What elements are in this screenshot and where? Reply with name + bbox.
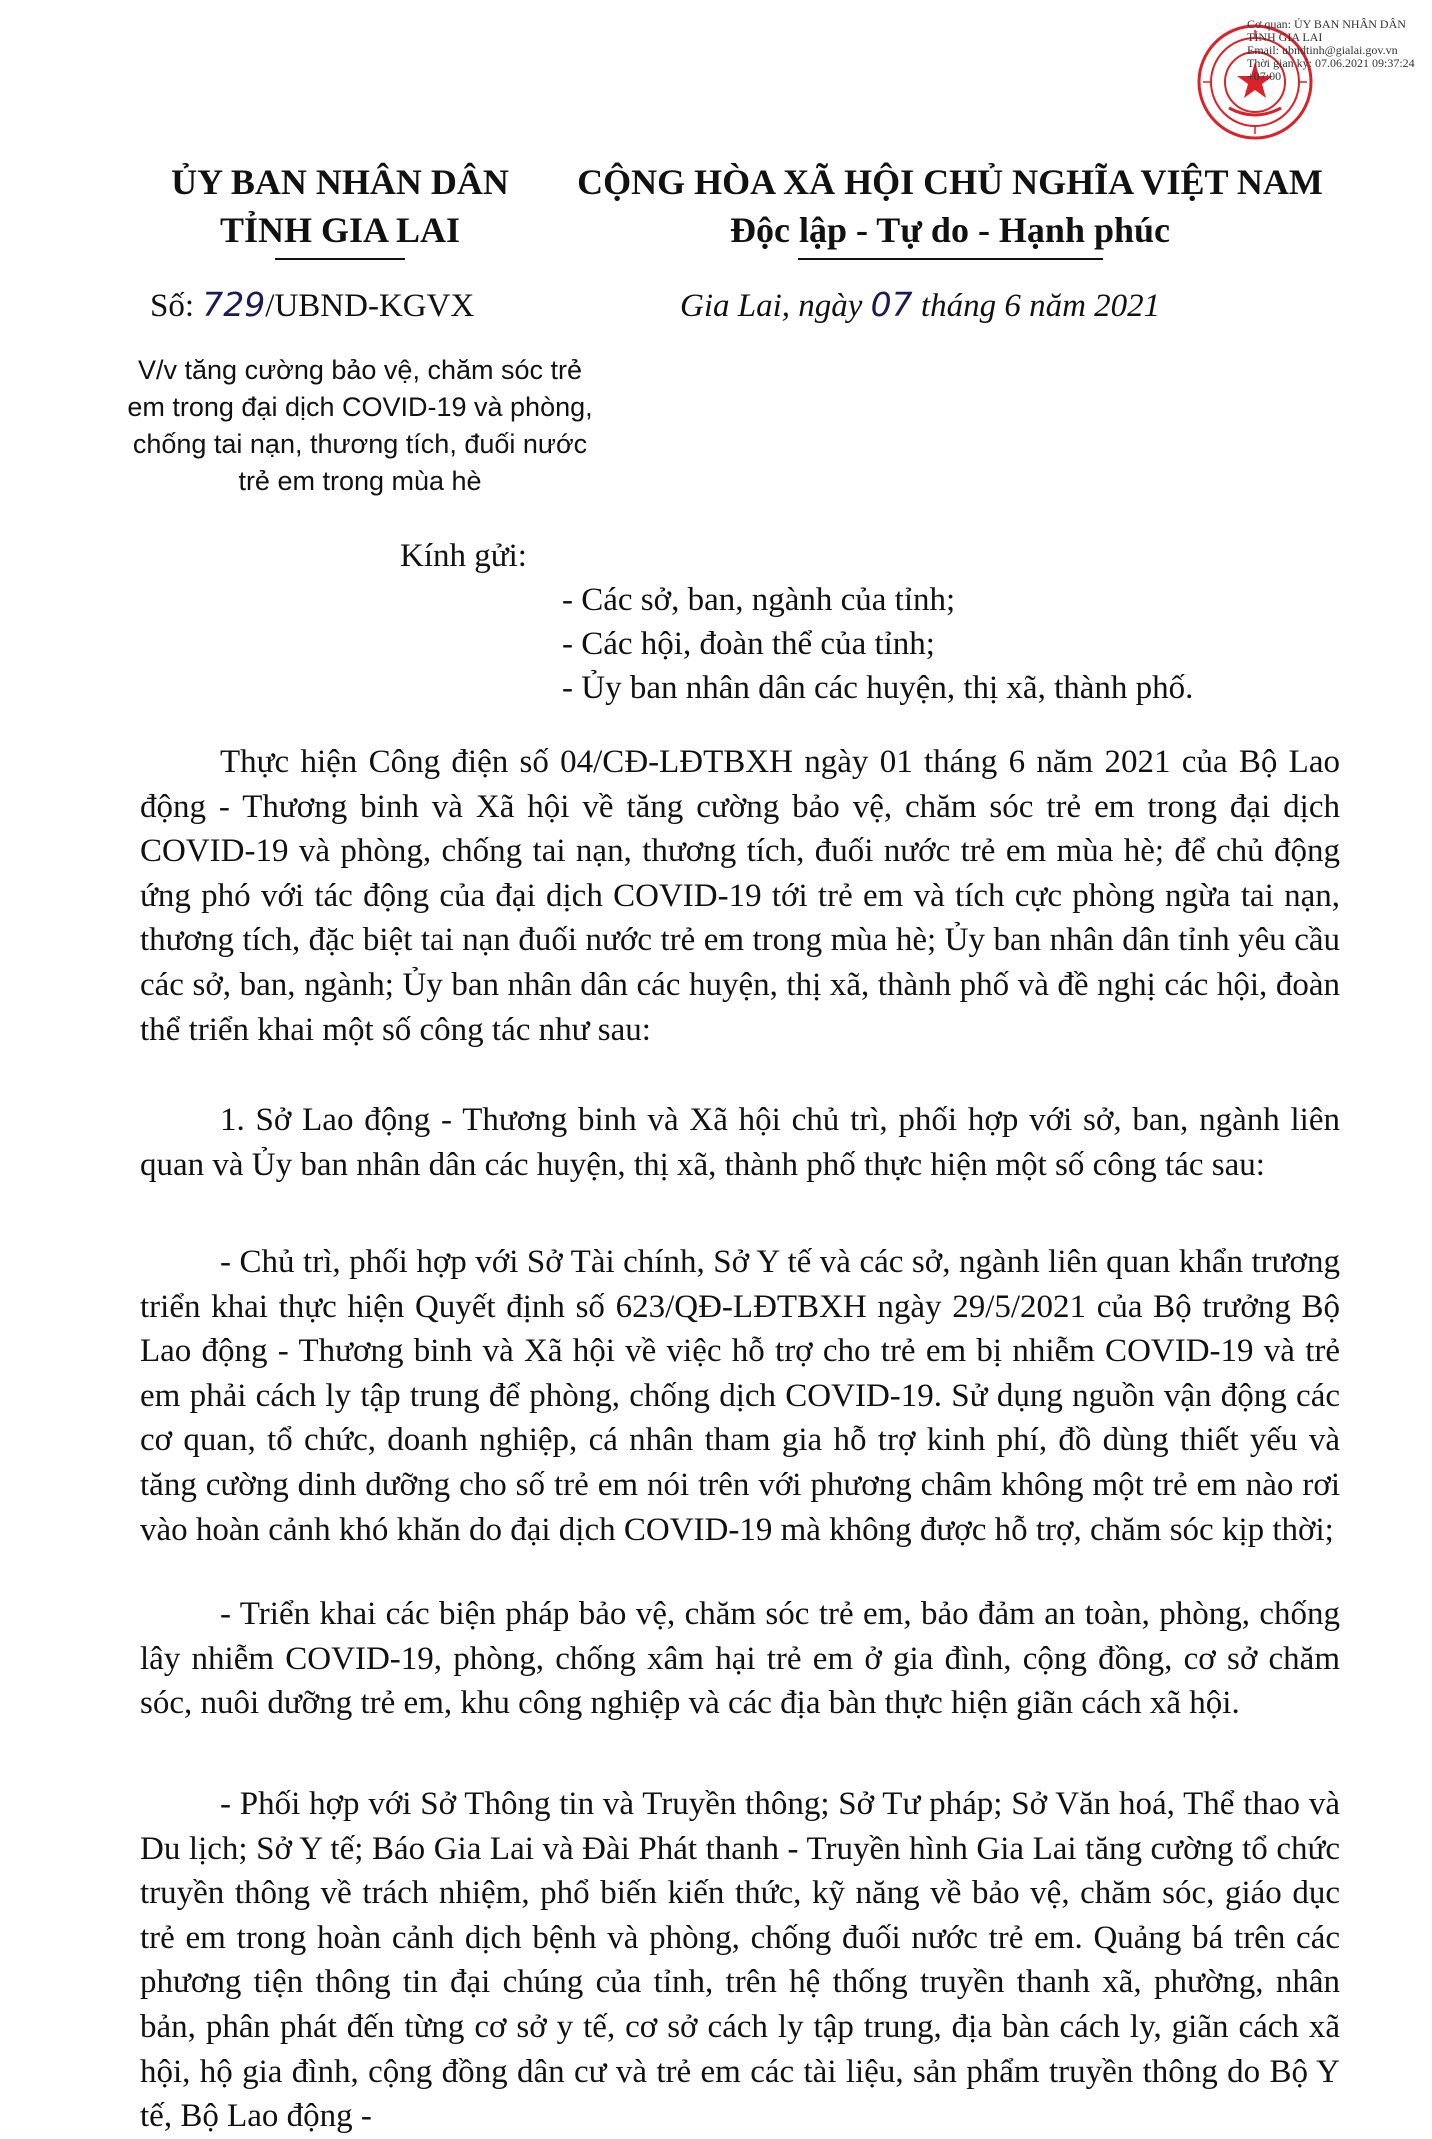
issuing-org — [150, 158, 530, 254]
body-paragraph-1 — [140, 740, 1340, 1052]
org-line2: TỈNH GIA LAI — [219, 210, 461, 250]
paragraph-text: - Triển khai các biện pháp bảo vệ, chăm sóc trẻ em, bảo đảm an toàn, phòng, chống lây nhiễm COVID-19, phòng, chống xâm hại trẻ em ở gia đình, cộng đồng, cơ sở chăm sóc, nuôi dưỡng trẻ em, khu công nghiệp và các địa bàn thực hiện giãn cách xã hội. — [140, 1596, 1340, 1722]
ref-prefix: Số: — [150, 288, 203, 324]
recipient-item: - Các sở, ban, ngành của tỉnh; — [562, 582, 956, 618]
nation-line1: CỘNG HÒA XÃ HỘI CHỦ NGHĨA VIỆT NAM — [577, 162, 1323, 202]
ref-suffix: /UBND-KGVX — [265, 288, 475, 324]
body-paragraph-3 — [140, 1240, 1340, 1552]
body-paragraph-4 — [140, 1592, 1340, 1726]
org-underline — [275, 258, 405, 260]
signature-email: Email: ubndtinh@gialai.gov.vn — [1247, 43, 1398, 57]
recipients-label: Kính gửi: — [400, 538, 527, 574]
signature-time: Thời gian ký: 07.06.2021 09:37:24 +07:00 — [1247, 56, 1415, 83]
paragraph-text: 1. Sở Lao động - Thương binh và Xã hội chủ trì, phối hợp với sở, ban, ngành liên quan và Ủy ban nhân dân các huyện, thị xã, thành phố thực hiện một số công tác sau: — [140, 1102, 1340, 1183]
signature-agency: Cơ quan: ỦY BAN NHÂN DÂN TỈNH GIA LAI — [1247, 17, 1406, 44]
digital-signature-info — [1247, 18, 1422, 83]
paragraph-text: - Chủ trì, phối hợp với Sở Tài chính, Sở Y tế và các sở, ngành liên quan khẩn trương triển khai thực hiện Quyết định số 623/QĐ-LĐTBXH ngày 29/5/2021 của Bộ trưởng Bộ Lao động - Thương binh và Xã hội về việc hỗ trợ cho trẻ em bị nhiễm COVID-19 và trẻ em phải cách ly tập trung để phòng, chống dịch COVID-19. Sử dụng nguồn vận động các cơ quan, tổ chức, doanh nghiệp, cá nhân tham gia hỗ trợ kinh phí, đồ dùng thiết yếu và tăng cường dinh dưỡng cho số trẻ em nói trên với phương châm không một trẻ em nào rơi vào hoàn cảnh khó khăn do đại dịch COVID-19 mà không được hỗ trợ, chăm sóc kịp thời; — [140, 1244, 1340, 1548]
ref-handwritten: 729 — [202, 285, 266, 324]
body-paragraph-5 — [140, 1782, 1340, 2139]
org-line1: ỦY BAN NHÂN DÂN — [171, 162, 509, 202]
paragraph-text: - Phối hợp với Sở Thông tin và Truyền thông; Sở Tư pháp; Sở Văn hoá, Thể thao và Du lịch; Sở Y tế; Báo Gia Lai và Đài Phát thanh - Truyền hình Gia Lai tăng cường tổ chức truyền thông về trách nhiệm, phổ biến kiến thức, kỹ năng về bảo vệ, chăm sóc, giáo dục trẻ em trong hoàn cảnh dịch bệnh và phòng, chống đuối nước trẻ em. Quảng bá trên các phương tiện thông tin đại chúng của tỉnh, trên hệ thống truyền thanh xã, phường, nhân bản, phân phát đến từng cơ sở y tế, cơ sở cách ly tập trung, địa bàn cách ly, giãn cách xã hội, hộ gia đình, cộng đồng dân cư và trẻ em các tài liệu, sản phẩm truyền thông do Bộ Y tế, Bộ Lao động - — [140, 1786, 1340, 2135]
document-number — [150, 285, 530, 325]
national-header — [550, 158, 1350, 254]
date-prefix: Gia Lai, ngày — [680, 288, 871, 324]
recipients-list — [562, 578, 1362, 710]
recipient-item: - Các hội, đoàn thể của tỉnh; — [562, 626, 935, 662]
motto-underline — [798, 258, 1103, 260]
nation-line2: Độc lập - Tự do - Hạnh phúc — [729, 210, 1171, 250]
recipient-item: - Ủy ban nhân dân các huyện, thị xã, thành phố. — [562, 670, 1194, 706]
date-handwritten: 07 — [870, 285, 913, 324]
paragraph-text: Thực hiện Công điện số 04/CĐ-LĐTBXH ngày 01 tháng 6 năm 2021 của Bộ Lao động - Thương binh và Xã hội về tăng cường bảo vệ, chăm sóc trẻ em trong đại dịch COVID-19 và phòng, chống tai nạn, thương tích, đuối nước trẻ em mùa hè; để chủ động ứng phó với tác động của đại dịch COVID-19 tới trẻ em và tích cực phòng ngừa tai nạn, thương tích, đặc biệt tai nạn đuối nước trẻ em trong mùa hè; Ủy ban nhân dân tỉnh yêu cầu các sở, ban, ngành; Ủy ban nhân dân các huyện, thị xã, thành phố và đề nghị các hội, đoàn thể triển khai một số công tác như sau: — [140, 744, 1340, 1048]
document-subject: V/v tăng cường bảo vệ, chăm sóc trẻ em trong đại dịch COVID-19 và phòng, chống tai nạn, thương tích, đuối nước trẻ em trong mùa hè — [127, 355, 593, 496]
body-paragraph-2 — [140, 1098, 1340, 1187]
date-suffix: tháng 6 năm 2021 — [912, 288, 1161, 324]
issue-date — [680, 285, 1330, 325]
